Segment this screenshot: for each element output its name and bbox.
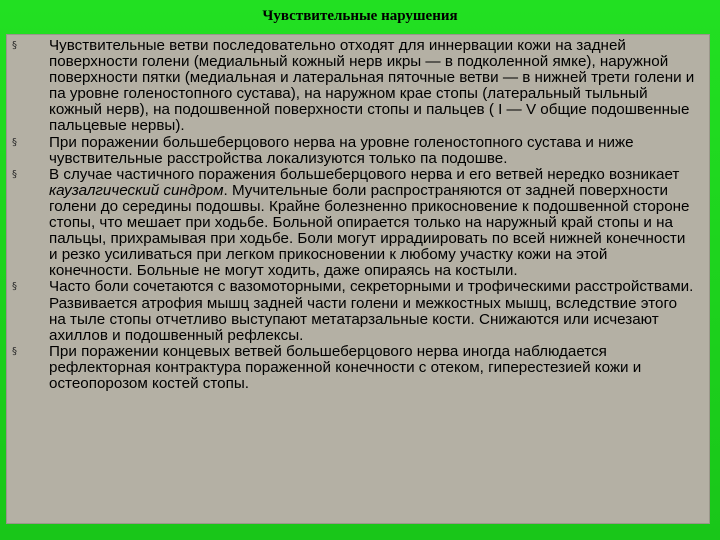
slide-title: Чувствительные нарушения — [262, 8, 458, 24]
bullet-text: При поражении большеберцового нерва на уровне голеностопного сустава и ниже чувствительные расстройства локализуются только па подошве. — [49, 133, 634, 167]
syndrome-term: каузалгический синдром — [49, 181, 224, 199]
bullet-text: При поражении концевых ветвей большеберцового нерва иногда наблюдается рефлекторная контрактура пораженной конечности с отеком, гиперестезией кожи и остеопорозом костей стопы. — [49, 342, 642, 392]
square-bullet-icon: § — [12, 168, 17, 180]
content-panel — [6, 34, 710, 524]
bullet-text: Часто боли сочетаются с вазомоторными, секреторными и трофическими расстройствами. Развивается атрофия мышц задней части голени и межкостных мышц, вследствие этого на тыле стопы отчетливо выступают метатарзальные кости. Снижаются или исчезают ахиллов и подошвенный рефлексы. — [49, 278, 694, 344]
bullet-item — [7, 344, 709, 392]
bullet-item — [7, 38, 709, 135]
square-bullet-icon: § — [12, 345, 17, 357]
square-bullet-icon: § — [12, 281, 17, 293]
bullet-list — [7, 38, 709, 392]
bullet-text-before: В случае частичного поражения большеберцового нерва и его ветвей нередко возникает — [49, 165, 680, 183]
bullet-item — [7, 167, 709, 280]
bullet-item — [7, 135, 709, 167]
bullet-text: Чувствительные ветви последовательно отходят для иннервации кожи на задней поверхности голени (медиальный кожный нерв икры — в подколенной ямке), наружной поверхности пятки (медиальная и латеральная пяточные ветви — в нижней трети голени и па уровне голеностопного сустава), на наружном крае стопы (латеральный тыльный кожный нерв), на подошвенной поверхности стопы и пальцев ( I — V общие подошвенные пальцевые нервы). — [49, 37, 695, 135]
bullet-item — [7, 279, 709, 343]
square-bullet-icon: § — [12, 136, 17, 148]
bullet-text-after: . Мучительные боли распространяются от задней поверхности голени до середины подошвы. Крайне болезненно прикосновение к подошвенной стороне стопы, что мешает при ходьбе. Больной опирается только на наружный край стопы и на пальцы, прихрамывая при ходьбе. Боли могут иррадиировать по всей нижней конечности и резко усиливаться при легком прикосновении к любому участку кожи на этой конечности. Больные не могут ходить, даже опираясь на костыли. — [49, 181, 690, 280]
square-bullet-icon: § — [12, 40, 17, 51]
